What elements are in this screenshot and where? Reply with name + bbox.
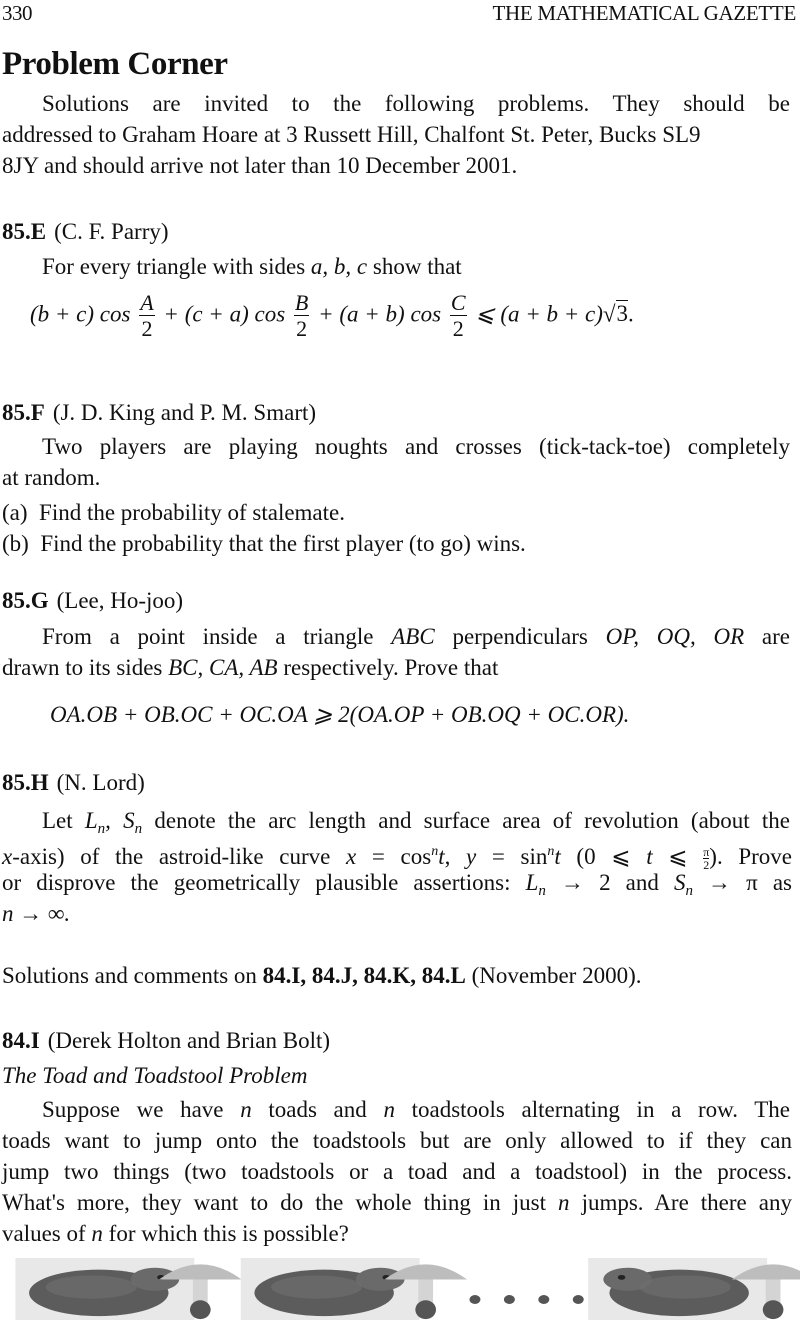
solution-line-2: toads want to jump onto the toadstools but are only allowed to if they can bbox=[2, 1128, 792, 1153]
problem-author: (J. D. King and P. M. Smart) bbox=[52, 400, 317, 425]
page-number: 330 bbox=[2, 1, 32, 25]
toadstool-image bbox=[723, 1255, 800, 1321]
toad-toadstool-illustration bbox=[0, 1260, 800, 1330]
solution-line-5: values of n for which this is possible? bbox=[2, 1221, 349, 1246]
problem-text-line-3: or disprove the geometrically plausible assertions: $L_n \to 2$ and $S_n \to \pi$ as bbox=[2, 870, 793, 899]
problem-text-line-2: drawn to its sides BC, CA, AB respectively. Prove that bbox=[2, 655, 499, 680]
solution-line-1: Suppose we have n toads and n toadstools alternating in a row. The bbox=[42, 1097, 791, 1122]
problem-text-line-1: Two players are playing noughts and crosses (tick-tack-toe) completely bbox=[42, 434, 790, 459]
problem-text-line-1: From a point inside a triangle ABC perpendiculars OP, OQ, OR are bbox=[42, 624, 790, 649]
intro-line-3: 8JY and should arrive not later than 10 December 2001. bbox=[2, 153, 518, 178]
problem-text-line-4: n → ∞. bbox=[2, 901, 71, 926]
solution-subtitle: The Toad and Toadstool Problem bbox=[2, 1063, 308, 1088]
problem-text: For every triangle with sides a, b, c show that bbox=[42, 254, 462, 279]
problem-part-b: (b) Find the probability that the first player (to go) wins. bbox=[2, 531, 526, 556]
solutions-intro: Solutions and comments on 84.I, 84.J, 84.K, 84.L (November 2000). bbox=[2, 963, 642, 988]
intro-line-1: Solutions are invited to the following problems. They should be bbox=[42, 91, 790, 116]
problem-id: 85.H bbox=[2, 770, 49, 795]
solution-heading bbox=[2, 1028, 330, 1054]
solution-id: 84.I bbox=[2, 1028, 40, 1053]
toadstool-image bbox=[376, 1255, 476, 1321]
intro-line-2: addressed to Graham Hoare at 3 Russett Hill, Chalfont St. Peter, Bucks SL9 bbox=[2, 122, 701, 147]
solution-author: (Derek Holton and Brian Bolt) bbox=[47, 1028, 331, 1053]
toadstool-image bbox=[150, 1255, 250, 1321]
problem-heading bbox=[2, 219, 169, 245]
problem-id: 85.E bbox=[2, 219, 47, 244]
problem-text-line-2: x-axis) of the astroid-like curve $x = \cos^nt$, $y = \sin^nt$ (0 ⩽ t ⩽ $\frac{\pi}{2}$ ). Prove bbox=[2, 844, 793, 873]
problem-id: 85.F bbox=[2, 400, 45, 425]
problem-text-line-2: at random. bbox=[2, 465, 101, 490]
problem-text-line-1: Let $L_n$, $S_n$ denote the arc length and surface area of revolution (about the bbox=[42, 808, 791, 837]
running-head bbox=[0, 0, 800, 30]
problem-author: (N. Lord) bbox=[56, 770, 145, 795]
problem-heading bbox=[2, 588, 183, 614]
page-title: Problem Corner bbox=[2, 46, 228, 82]
problem-id: 85.G bbox=[2, 588, 49, 613]
journal-title: THE MATHEMATICAL GAZETTE bbox=[492, 1, 796, 25]
problem-author: (C. F. Parry) bbox=[54, 219, 169, 244]
problem-heading bbox=[2, 770, 145, 796]
solution-line-4: What's more, they want to do the whole thing in just n jumps. Are there any bbox=[2, 1190, 792, 1215]
problem-heading bbox=[2, 400, 316, 426]
solution-line-3: jump two things (two toadstools or a toad and a toadstool) in the process. bbox=[2, 1159, 792, 1184]
equation-85E: (b + c) cos $\frac{A}{2}$ + (c + a) cos $\frac{B}{2}$ + (a + b) cos $\frac{C}{2}$ ⩽ (a + b + c)√3. bbox=[30, 290, 634, 341]
problem-author: (Lee, Ho-joo) bbox=[56, 588, 184, 613]
equation-85G: OA.OB + OB.OC + OC.OA ⩾ 2(OA.OP + OB.OQ + OC.OR). bbox=[50, 702, 630, 727]
problem-part-a: (a) Find the probability of stalemate. bbox=[2, 500, 345, 525]
